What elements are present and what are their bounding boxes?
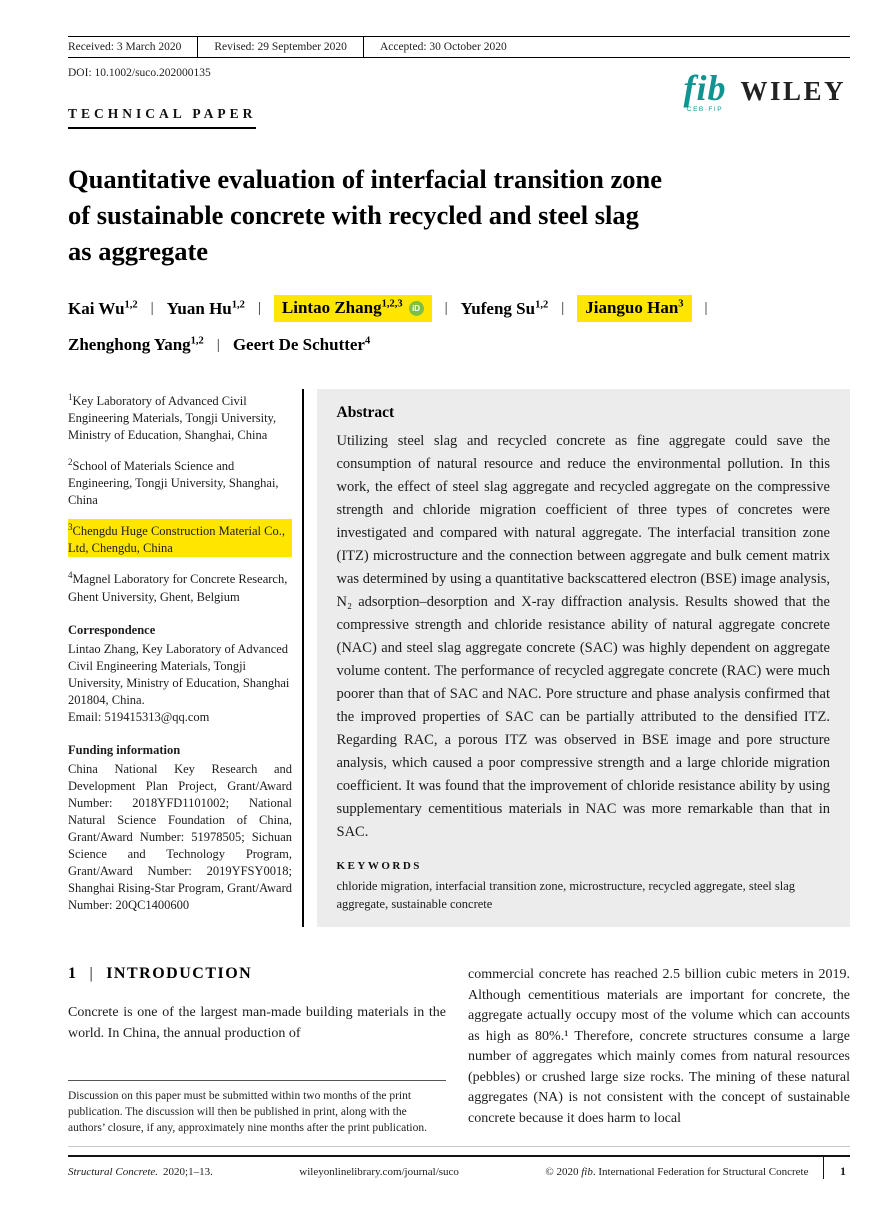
revised-date: Revised: 29 September 2020 [214, 41, 347, 53]
abstract-heading: Abstract [336, 404, 395, 421]
author-name: Yuan Hu$^{1,2}$ [166, 298, 245, 318]
correspondence-heading: Correspondence [68, 622, 156, 637]
author-separator: | [561, 300, 565, 316]
abstract-text: Utilizing steel slag and recycled concrete as fine aggregate could save the consumption of natural resource and reduce the environmental pollution. In this work, the effect of steel slag aggregate and recycled aggregate on the compressive strength and chloride migration coefficient of three types of concretes were investigated and compared with natural aggregate. The interfacial transition zone (ITZ) microstructure and the connection between aggregate and bulk cement matrix was determined by using a quantitative backscattered electron (BSE) image analysis, N₂ adsorption–desorption and X-ray diffraction analysis. Results showed that the compressive strength and chloride resistance ability of natural aggregate concrete (NAC) and steel slag aggregate concrete (SAC) was highly dependent on aggregate volume content. The performance of recycled aggregate concrete (RAC) were much poorer than that of SAC and NAC. Pore structure and phase analysis confirmed that the improved properties of SAC can be partially attributed to the densified ITZ. Regarding RAC, a porous ITZ was observed in BSE image and pore structure analysis, which caused a poor compressive strength and a large chloride migration coefficient. It was found that the improvement of chloride resistance ability by using supplementary cementitious materials in NAC was more remarkable than that in SAC. [336, 433, 830, 840]
footer-row [68, 1164, 850, 1179]
affiliation-1: $^1$Key Laboratory of Advanced Civil Engineering Materials, Tongji University, Ministry of Education, Shanghai, China [68, 392, 277, 443]
title-line: as aggregate [68, 236, 209, 266]
author-list [68, 295, 850, 355]
author-name-highlighted: Lintao Zhang$^{1,2,3}$ iD [274, 295, 432, 322]
discussion-footnote [68, 1080, 446, 1146]
vertical-divider [302, 389, 304, 927]
orcid-icon[interactable]: iD [409, 301, 424, 316]
funding-text: China National Key Research and Development Plan Project, Grant/Award Number: 2018YFD1101002; National Natural Science Foundation of China, Grant/Award Number: 51978505; Sichuan Science and Technology Program, Grant/Award Number: 2019YFSY0018; Shanghai Rising-Star Program, Grant/Award Number: 20QC1400600 [68, 761, 292, 912]
author-separator: | [704, 300, 708, 316]
section-title: INTRODUCTION [106, 965, 253, 982]
title-line: Quantitative evaluation of interfacial transition zone [68, 164, 662, 194]
author-name: Zhenghong Yang$^{1,2}$ [68, 335, 204, 354]
correspondence-block [68, 622, 292, 726]
correspondence-email: Email: 519415313@qq.com [68, 709, 210, 724]
body-paragraph: commercial concrete has reached 2.5 billion cubic meters in 2019. Although cementitious materials are important for concrete, the aggregate actually occupy most of the volume which can accounts as high as 80%.¹ Therefore, concrete structures consume a large number of aggregates which mainly comes from natural resources (pebbles) or crushed large size rocks. The mining of these natural aggregates (NA) is not consistent with the concept of sustainable concrete because it does harm to local [468, 967, 850, 1126]
article-title [68, 161, 850, 269]
author-separator: | [150, 300, 154, 316]
author-separator: | [257, 300, 261, 316]
fib-logo [683, 70, 726, 114]
author-row [68, 295, 850, 322]
author-name: Yufeng Su$^{1,2}$ [460, 298, 549, 318]
section-heading [68, 965, 446, 983]
funding-heading: Funding information [68, 742, 181, 757]
wiley-logo: WILEY [740, 76, 846, 107]
author-row [68, 335, 850, 355]
title-line: of sustainable concrete with recycled and steel slag [68, 200, 639, 230]
section-number: 1 [68, 965, 78, 982]
page-footer [68, 1155, 850, 1179]
keywords-text: chloride migration, interfacial transition zone, microstructure, recycled aggregate, steel slag aggregate, sustainable concrete [336, 879, 795, 911]
body-column-right [468, 965, 850, 1146]
affiliation-4: $^4$Magnel Laboratory for Concrete Research, Ghent University, Ghent, Belgium [68, 570, 288, 604]
abstract-panel [317, 389, 851, 927]
copyright-text: © 2020 fib. International Federation for Structural Concrete [545, 1165, 809, 1178]
ceb-fip-label: CEB·FIP [686, 106, 724, 113]
affiliation-2: $^2$School of Materials Science and Engineering, Tongji University, Shanghai, China [68, 457, 279, 508]
body-column-left [68, 965, 446, 1146]
fib-wordmark: fib [683, 68, 727, 108]
author-name: Kai Wu$^{1,2}$ [68, 298, 138, 318]
affiliation-3-highlighted: $^3$Chengdu Huge Construction Material Co., Ltd, Chengdu, China [68, 519, 292, 557]
article-body [68, 965, 850, 1147]
keywords-heading: KEYWORDS [336, 860, 422, 872]
dates-bar [68, 36, 850, 58]
footer-divider [823, 1155, 825, 1179]
publisher-logos [683, 70, 846, 114]
sidebar [68, 389, 292, 927]
journal-url: wileyonlinelibrary.com/journal/suco [299, 1165, 459, 1178]
received-date: Received: 3 March 2020 [68, 41, 182, 53]
correspondence-text: Lintao Zhang, Key Laboratory of Advanced Civil Engineering Materials, Tongji University, Ministry of Education, Shanghai 201804, China. [68, 641, 290, 707]
author-separator: | [216, 336, 220, 353]
info-abstract-section [68, 389, 850, 927]
accepted-date: Accepted: 30 October 2020 [379, 41, 507, 53]
author-separator: | [444, 300, 448, 316]
paper-type-label: TECHNICAL PAPER [68, 106, 256, 129]
journal-citation: Structural Concrete. 2020;1–13. [68, 1165, 213, 1178]
divider [363, 37, 364, 57]
body-paragraph: Concrete is one of the largest man-made building materials in the world. In China, the annual production of [68, 1005, 446, 1041]
doi-text: DOI: 10.1002/suco.202000135 [68, 67, 211, 79]
divider [197, 37, 198, 57]
author-name-highlighted: Jianguo Han$^3$ [577, 295, 691, 322]
author-name: Geert De Schutter$^4$ [232, 335, 371, 354]
funding-block [68, 742, 292, 914]
section-separator: | [89, 965, 95, 982]
footnote-text: Discussion on this paper must be submitted within two months of the print publication. The discussion will then be published in print, along with the authors’ closure, if any, approximately nine months after the print publication. [68, 1090, 427, 1134]
page-number: 1 [840, 1164, 846, 1178]
